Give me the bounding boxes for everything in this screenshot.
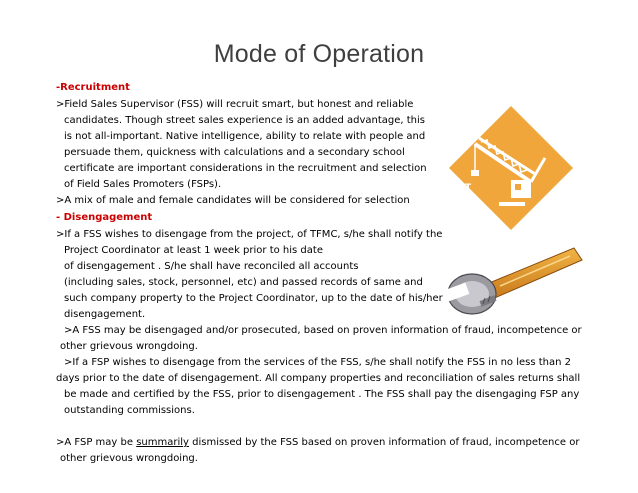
disengagement-line-15: other grievous wrongdoing. xyxy=(60,453,198,464)
recruitment-line-3: is not all-important. Native intelligence, ability to relate with people and xyxy=(64,131,426,142)
disengagement-line-14 xyxy=(56,436,579,449)
text-part: >A FSP may be xyxy=(56,437,137,448)
svg-text:T: T xyxy=(465,183,472,193)
recruitment-line-5: certificate are important considerations in the recruitment and selection xyxy=(64,163,427,174)
disengagement-line-2: Project Coordinator at least 1 week prior to his date xyxy=(64,245,323,256)
text-part: dismissed by the FSS based on proven information of fraud, incompetence or xyxy=(188,437,580,448)
slide-title: Mode of Operation xyxy=(213,40,425,68)
heading-recruitment: -Recruitment xyxy=(56,82,130,93)
heading-disengagement: - Disengagement xyxy=(56,212,153,223)
recruitment-line-2: candidates. Though street sales experience is an added advantage, this xyxy=(64,115,425,126)
recruitment-line-6: of Field Sales Promoters (FSPs). xyxy=(64,179,222,190)
recruitment-line-4: persuade them, quickness with calculations and a secondary school xyxy=(64,147,405,158)
disengagement-line-3: of disengagement . S/he shall have reconciled all accounts xyxy=(64,261,359,272)
disengagement-line-5: such company property to the Project Coordinator, up to the date of his/her xyxy=(64,293,443,304)
recruitment-line-7: >A mix of male and female candidates will be considered for selection xyxy=(56,195,410,206)
disengagement-line-1: >If a FSS wishes to disengage from the project, of TFMC, s/he shall notify the xyxy=(56,229,443,240)
disengagement-line-7: >A FSS may be disengaged and/or prosecuted, based on proven information of fraud, incompetence or xyxy=(64,325,582,336)
wrench-clipart xyxy=(442,234,587,319)
underlined-word: summarily xyxy=(136,437,189,448)
disengagement-line-10: days prior to the date of disengagement. All company properties and reconciliation of sales returns shall xyxy=(56,373,581,384)
disengagement-line-8: other grievous wrongdoing. xyxy=(60,341,198,352)
disengagement-line-6: disengagement. xyxy=(64,309,146,320)
recruitment-line-1: >Field Sales Supervisor (FSS) will recruit smart, but honest and reliable xyxy=(56,99,414,110)
disengagement-line-12: outstanding commissions. xyxy=(64,405,195,416)
disengagement-line-9: >If a FSP wishes to disengage from the services of the FSS, s/he shall notify the FSS in no less than 2 xyxy=(64,357,572,368)
disengagement-line-4: (including sales, stock, personnel, etc) and passed records of same and xyxy=(64,277,423,288)
disengagement-line-11: be made and certified by the FSS, prior to disengagement . The FSS shall pay the disengaging FSP any xyxy=(64,389,580,400)
crane-clipart xyxy=(447,104,575,232)
